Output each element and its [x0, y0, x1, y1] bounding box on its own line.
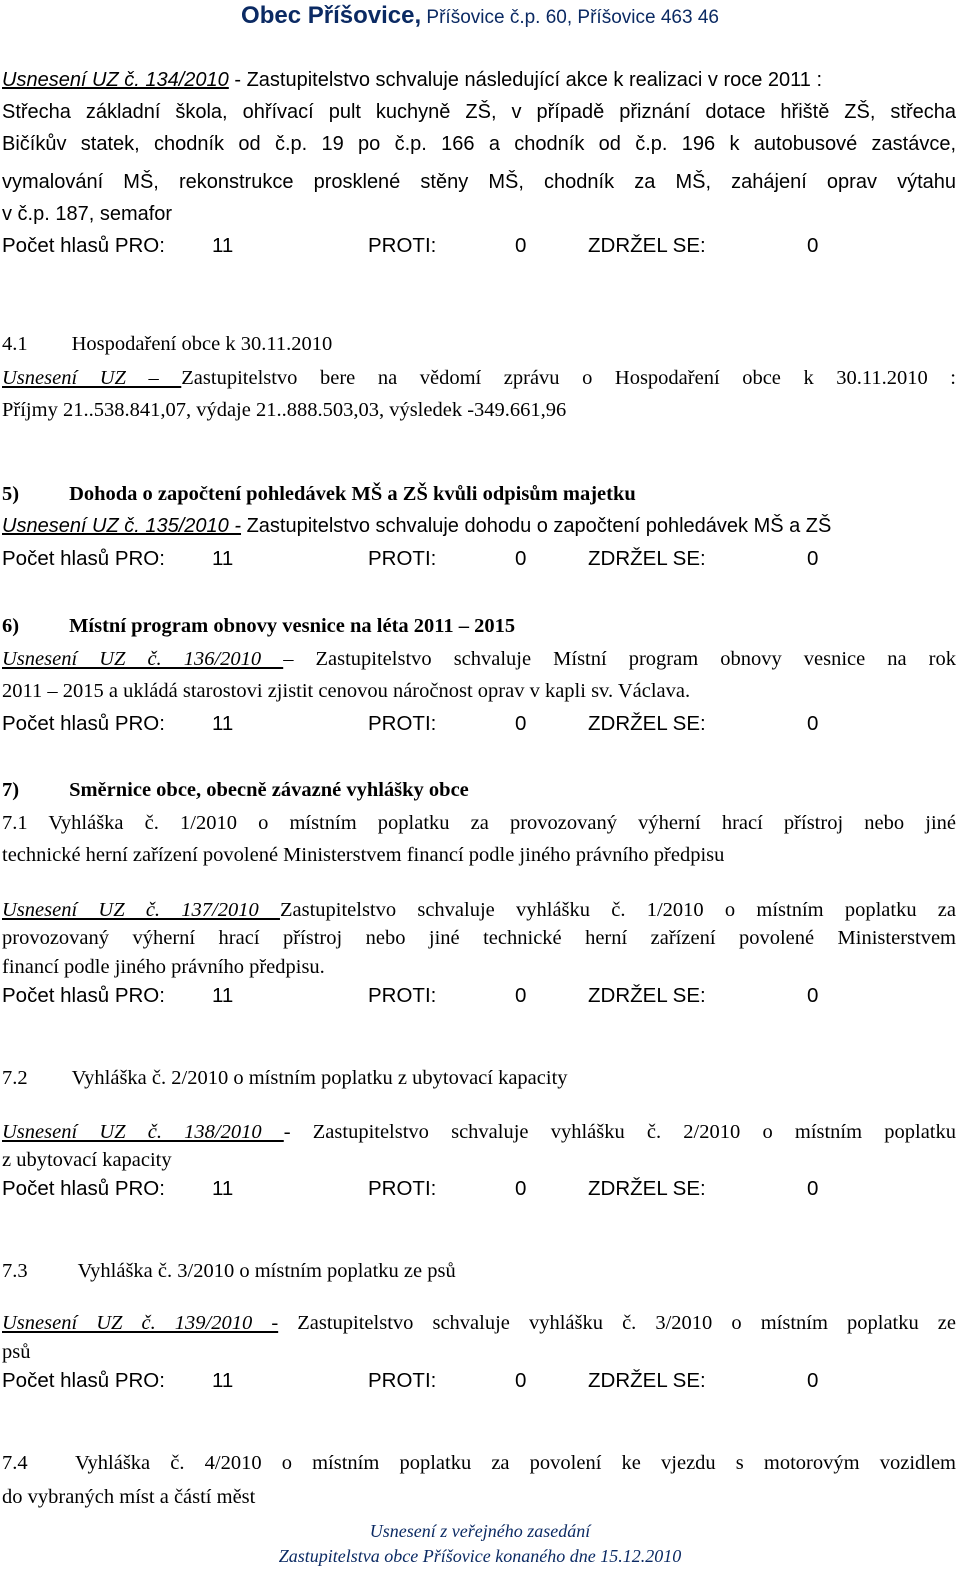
vote-row: Počet hlasů PRO: 11 PROTI: 0 ZDRŽEL SE: 0 — [2, 1177, 819, 1200]
section-7-1-head1: 7.1 Vyhláška č. 1/2010 o místním poplatku za provozovaný výherní hrací přístroj nebo jiné — [2, 812, 956, 834]
section-title: Vyhláška č. 4/2010 o místním poplatku za povolení ke vjezdu s motorovým vozidlem — [75, 1452, 956, 1474]
section-title: Hospodaření obce k 30.11.2010 — [71, 333, 333, 355]
section-6-heading — [2, 612, 956, 640]
header-address: Příšovice č.p. 60, Příšovice 463 46 — [421, 7, 719, 28]
vote-row: Počet hlasů PRO: 11 PROTI: 0 ZDRŽEL SE: 0 — [2, 1369, 819, 1392]
vote-pro: 11 — [212, 234, 234, 257]
res134-line5: v č.p. 187, semafor — [2, 203, 173, 225]
vote-row: Počet hlasů PRO: 11 PROTI: 0 ZDRŽEL SE: 0 — [2, 547, 819, 570]
vote-zdrzel: 0 — [807, 234, 819, 257]
section-7-3-text2: psů — [2, 1341, 31, 1363]
resolution-ref: Usnesení UZ č. 136/2010 — [2, 648, 284, 670]
section-title: Místní program obnovy vesnice na léta 2011 – 2015 — [69, 615, 516, 637]
section-7-1-head2: technické herní zařízení povolené Ministerstvem financí podle jiného právního předpisu — [2, 844, 725, 866]
section-6-text2: 2011 – 2015 a ukládá starostovi zjistit cenovou náročnost oprav v kapli sv. Václava. — [2, 680, 691, 702]
res134-line1: Usnesení UZ č. 134/2010 - Zastupitelstvo schvaluje následující akce k realizaci v roce 2011 : — [2, 69, 823, 91]
section-7-1-text1: Usnesení UZ č. 137/2010 Zastupitelstvo schvaluje vyhlášku č. 1/2010 o místním poplatku za — [2, 899, 956, 921]
section-7-1-text3: financí podle jiného právního předpisu. — [2, 956, 325, 978]
section-7-1-text2: provozovaný výherní hrací přístroj nebo jiné technické herní zařízení povolené Ministerstvem — [2, 927, 956, 949]
section-7-4-line2: do vybraných míst a částí měst — [2, 1486, 256, 1508]
section-title: Dohoda o započtení pohledávek MŠ a ZŠ kvůli odpisům majetku — [69, 483, 636, 505]
section-5-heading — [2, 480, 956, 508]
footer-line1: Usnesení z veřejného zasedání — [369, 1521, 591, 1541]
section-4-1-text1: Usnesení UZ – Zastupitelstvo bere na vědomí zprávu o Hospodaření obce k 30.11.2010 : — [2, 367, 956, 389]
vote-pro-label: Počet hlasů PRO: — [2, 234, 165, 257]
vote-row: Počet hlasů PRO: 11 PROTI: 0 ZDRŽEL SE: 0 — [2, 984, 819, 1007]
section-7-2-text2: z ubytovací kapacity — [2, 1149, 172, 1171]
res134-line2: Střecha základní škola, ohřívací pult kuchyně ZŠ, v případě přiznání dotace hřiště ZŠ, střecha — [2, 101, 956, 123]
vote-row — [2, 232, 956, 260]
header-title: Obec Příšovice, — [241, 2, 422, 29]
section-title: Vyhláška č. 2/2010 o místním poplatku z ubytovací kapacity — [71, 1067, 568, 1089]
section-num: 6) — [2, 615, 20, 637]
section-title: Směrnice obce, obecně závazné vyhlášky obce — [69, 779, 469, 801]
resolution-ref: Usnesení UZ č. 139/2010 - — [2, 1312, 279, 1334]
section-6-text1: Usnesení UZ č. 136/2010 – Zastupitelstvo schvaluje Místní program obnovy vesnice na rok — [2, 648, 956, 670]
resolution-ref: Usnesení UZ č. 137/2010 — [2, 899, 280, 921]
section-7-heading — [2, 776, 956, 804]
res134-line4: vymalování MŠ, rekonstrukce prosklené stěny MŠ, chodník za MŠ, zahájení oprav výtahu — [2, 171, 956, 193]
page-header — [0, 0, 960, 32]
section-title: Vyhláška č. 3/2010 o místním poplatku ze psů — [77, 1260, 456, 1282]
vote-zdrzel-label: ZDRŽEL SE: — [588, 234, 706, 257]
section-num: 7.3 — [2, 1260, 28, 1282]
section-7-2-heading — [2, 1064, 956, 1092]
vote-proti: 0 — [515, 234, 527, 257]
res134-ref: Usnesení UZ č. 134/2010 — [2, 69, 229, 91]
section-7-3-heading — [2, 1257, 956, 1285]
section-num: 5) — [2, 483, 20, 505]
section-7-3-text1: Usnesení UZ č. 139/2010 - Zastupitelstvo schvaluje vyhlášku č. 3/2010 o místním poplatku ze — [2, 1312, 957, 1334]
section-4-1-heading — [2, 330, 956, 358]
vote-row: Počet hlasů PRO: 11 PROTI: 0 ZDRŽEL SE: 0 — [2, 712, 819, 735]
resolution-ref: Usnesení UZ – — [2, 367, 182, 389]
resolution-ref: Usnesení UZ č. 138/2010 — [2, 1121, 284, 1143]
section-5-text: Usnesení UZ č. 135/2010 - Zastupitelstvo schvaluje dohodu o započtení pohledávek MŠ a ZŠ — [2, 515, 832, 537]
section-4-1-text2: Příjmy 21..538.841,07, výdaje 21..888.503,03, výsledek -349.661,96 — [2, 399, 567, 421]
res134-line3: Bičíkův statek, chodník od č.p. 19 po č.p. 166 a chodník od č.p. 196 k autobusové zastávce, — [2, 133, 956, 155]
section-num: 7.4 — [2, 1452, 28, 1474]
section-7-2-text1: Usnesení UZ č. 138/2010 - Zastupitelstvo schvaluje vyhlášku č. 2/2010 o místním poplatku — [2, 1121, 956, 1143]
section-num: 7.2 — [2, 1067, 28, 1089]
section-num: 7) — [2, 779, 20, 801]
vote-proti-label: PROTI: — [368, 234, 437, 257]
resolution-ref: Usnesení UZ č. 135/2010 - — [2, 515, 242, 537]
section-num: 4.1 — [2, 333, 28, 355]
section-7-4-heading — [2, 1449, 956, 1477]
footer-line2: Zastupitelstva obce Příšovice konaného dne 15.12.2010 — [278, 1546, 682, 1566]
